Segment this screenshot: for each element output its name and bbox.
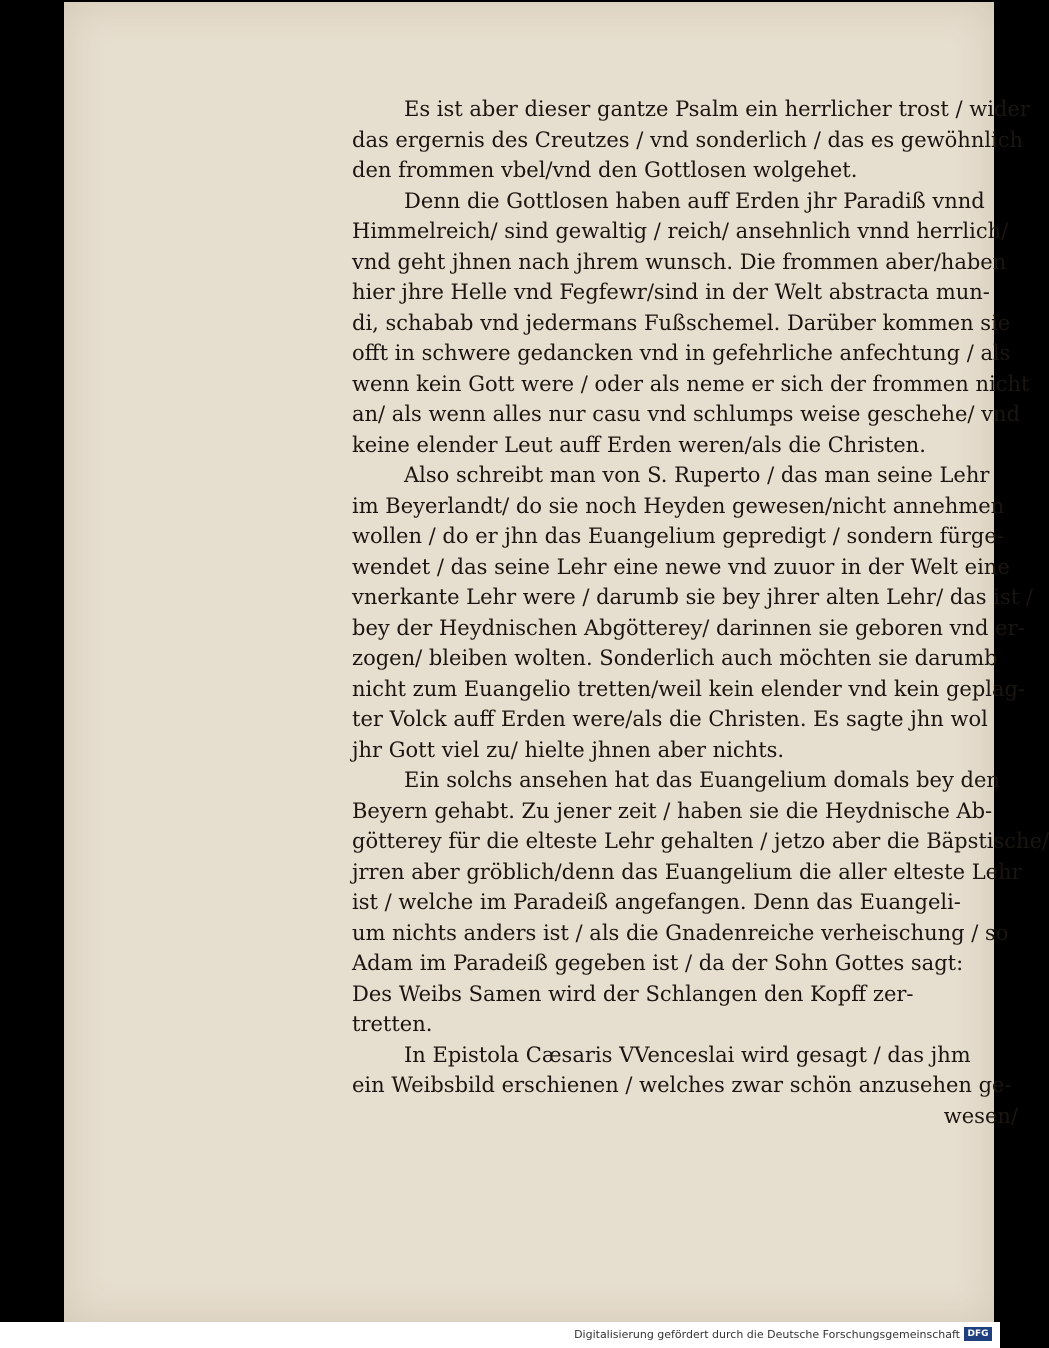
text-line: vnd geht jhnen nach jhrem wunsch. Die frommen aber/haben xyxy=(352,249,1007,274)
text-line: ter Volck auff Erden were/als die Christen. Es sagte jhn wol xyxy=(352,707,988,731)
footer-bar xyxy=(0,1322,1000,1348)
text-line: jhr Gott viel zu/ hielte jhnen aber nichts. xyxy=(352,737,785,762)
funding-credit: Digitalisierung gefördert durch die Deutsche Forschungsgemeinschaft xyxy=(574,1328,960,1341)
text-line: Des Weibs Samen wird der Schlangen den Kopff zer- xyxy=(352,981,914,1006)
text-line: Beyern gehabt. Zu jener zeit / haben sie die Heydnische Ab- xyxy=(352,798,993,823)
text-line: vnerkante Lehr were / darumb sie bey jhrer alten Lehr/ das ist / xyxy=(352,585,1033,609)
paragraph-3 xyxy=(352,460,1033,765)
text-line: Adam im Paradeiß gegeben ist / da der Sohn Gottes sagt: xyxy=(352,951,964,975)
paragraph-4 xyxy=(352,765,1049,1040)
text-line: zogen/ bleiben wolten. Sonderlich auch möchten sie darumb xyxy=(352,646,998,670)
text-line: das ergernis des Creutzes / vnd sonderlich / das es gewöhnlich xyxy=(352,127,1024,152)
dfg-logo-icon: DFG xyxy=(964,1327,992,1341)
text-line: nicht zum Euangelio tretten/weil kein elender vnd kein geplag- xyxy=(352,676,1026,701)
text-block xyxy=(352,94,1049,1131)
text-line: götterey für die elteste Lehr gehalten / jetzo aber die Bäpstische/ xyxy=(352,829,1049,853)
text-line: um nichts anders ist / als die Gnadenreiche verheischung / so xyxy=(352,920,1009,945)
text-line: hier jhre Helle vnd Fegfewr/sind in der Welt abstracta mun- xyxy=(352,280,990,304)
paragraph-2 xyxy=(352,186,1030,461)
text-line: jrren aber gröblich/denn das Euangelium die aller elteste Lehr xyxy=(352,859,1022,884)
text-line: Denn die Gottlosen haben auff Erden jhr Paradiß vnnd xyxy=(404,188,985,213)
text-line: di, schabab vnd jedermans Fußschemel. Darüber kommen sie xyxy=(352,310,1011,335)
text-line: bey der Heydnischen Abgötterey/ darinnen sie geboren vnd er- xyxy=(352,615,1025,640)
catchword: wesen/ xyxy=(943,1103,1018,1128)
text-line: wenn kein Gott were / oder als neme er sich der frommen nicht xyxy=(352,371,1030,396)
text-line: im Beyerlandt/ do sie noch Heyden gewesen/nicht annehmen xyxy=(352,493,1005,518)
text-line: ein Weibsbild erschienen / welches zwar schön anzusehen ge- xyxy=(352,1073,1012,1097)
text-line: tretten. xyxy=(352,1012,433,1036)
paragraph-5 xyxy=(352,1040,1018,1101)
text-line: keine elender Leut auff Erden weren/als die Christen. xyxy=(352,432,926,457)
text-line: Himmelreich/ sind gewaltig / reich/ ansehnlich vnnd herrlich/ xyxy=(352,219,1009,243)
text-line: ist / welche im Paradeiß angefangen. Denn das Euangeli- xyxy=(352,890,961,914)
text-line: Es ist aber dieser gantze Psalm ein herrlicher trost / wider xyxy=(404,97,1030,121)
book-page xyxy=(64,2,1049,1322)
text-line: In Epistola Cæsaris VVenceslai wird gesagt / das jhm xyxy=(404,1042,971,1067)
text-line: Ein solchs ansehen hat das Euangelium domals bey den xyxy=(404,768,1000,792)
paragraph-1 xyxy=(352,94,1030,186)
text-line: an/ als wenn alles nur casu vnd schlumps weise geschehe/ vnd xyxy=(352,402,1020,426)
text-line: offt in schwere gedancken vnd in gefehrliche anfechtung / als xyxy=(352,341,1011,365)
text-line: Also schreibt man von S. Ruperto / das man seine Lehr xyxy=(404,463,990,487)
text-line: den frommen vbel/vnd den Gottlosen wolgehet. xyxy=(352,158,858,182)
text-line: wendet / das seine Lehr eine newe vnd zuuor in der Welt eine xyxy=(352,554,1010,579)
text-line: wollen / do er jhn das Euangelium gepredigt / sondern fürge- xyxy=(352,524,1004,548)
